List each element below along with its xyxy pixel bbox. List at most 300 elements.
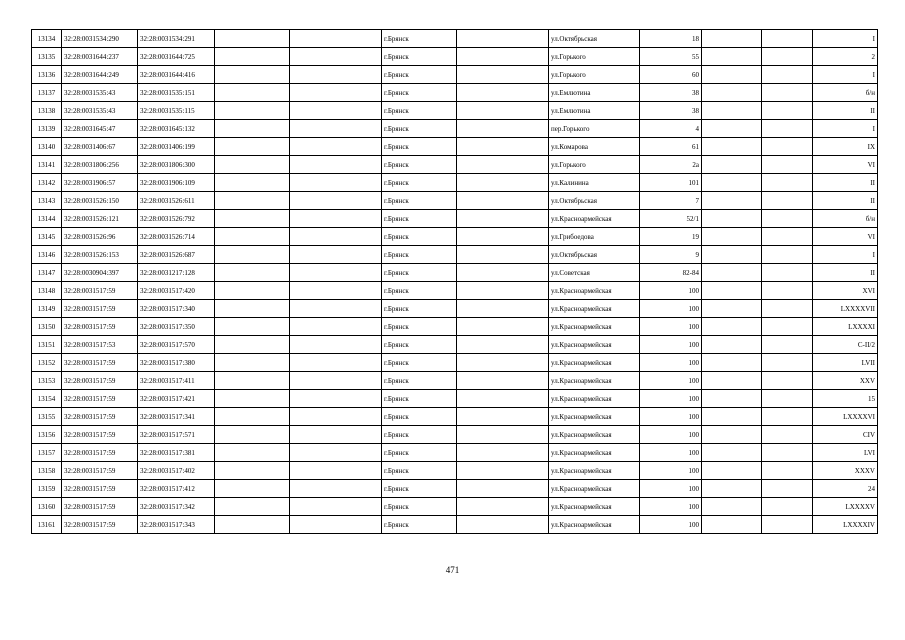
table-row: [32, 318, 878, 336]
parcel-cadastral-number-cell: 32:28:0031406:67: [62, 138, 138, 156]
house-number-cell: 9: [640, 246, 702, 264]
col-7-cell: [457, 210, 549, 228]
table-row: [32, 156, 878, 174]
house-number-cell: 100: [640, 516, 702, 534]
object-cadastral-number-cell: 32:28:0031806:300: [138, 156, 215, 174]
col-7-cell: [457, 174, 549, 192]
col-11-cell: [762, 318, 813, 336]
col-10-cell: [702, 300, 762, 318]
table-row: [32, 300, 878, 318]
street-cell: ул.Красноармейская: [549, 282, 640, 300]
parcel-cadastral-number-cell: 32:28:0031517:59: [62, 462, 138, 480]
house-number-cell: 60: [640, 66, 702, 84]
object-cadastral-number-cell: 32:28:0031517:411: [138, 372, 215, 390]
parcel-cadastral-number-cell: 32:28:0031644:249: [62, 66, 138, 84]
city-cell: г.Брянск: [382, 516, 457, 534]
col-10-cell: [702, 48, 762, 66]
city-cell: г.Брянск: [382, 156, 457, 174]
col-11-cell: [762, 48, 813, 66]
col-10-cell: [702, 30, 762, 48]
object-cadastral-number-cell: 32:28:0031217:128: [138, 264, 215, 282]
parcel-cadastral-number-cell: 32:28:0031517:59: [62, 390, 138, 408]
col-5-cell: [290, 516, 382, 534]
premises-number-cell: II: [813, 174, 878, 192]
parcel-cadastral-number-cell: 32:28:0030904:397: [62, 264, 138, 282]
premises-number-cell: LXXXXV: [813, 498, 878, 516]
street-cell: ул.Красноармейская: [549, 372, 640, 390]
city-cell: г.Брянск: [382, 210, 457, 228]
col-5-cell: [290, 246, 382, 264]
col-5-cell: [290, 408, 382, 426]
house-number-cell: 19: [640, 228, 702, 246]
col-5-cell: [290, 192, 382, 210]
street-cell: ул.Калинина: [549, 174, 640, 192]
premises-number-cell: I: [813, 66, 878, 84]
table-row: [32, 48, 878, 66]
row-number-cell: 13140: [32, 138, 62, 156]
street-cell: ул.Горького: [549, 66, 640, 84]
row-number-cell: 13135: [32, 48, 62, 66]
street-cell: ул.Советская: [549, 264, 640, 282]
col-5-cell: [290, 498, 382, 516]
house-number-cell: 82-84: [640, 264, 702, 282]
col-4-cell: [215, 48, 290, 66]
col-7-cell: [457, 84, 549, 102]
col-5-cell: [290, 66, 382, 84]
parcel-cadastral-number-cell: 32:28:0031534:290: [62, 30, 138, 48]
parcel-cadastral-number-cell: 32:28:0031517:59: [62, 372, 138, 390]
street-cell: ул.Красноармейская: [549, 408, 640, 426]
city-cell: г.Брянск: [382, 282, 457, 300]
city-cell: г.Брянск: [382, 228, 457, 246]
premises-number-cell: I: [813, 120, 878, 138]
row-number-cell: 13150: [32, 318, 62, 336]
object-cadastral-number-cell: 32:28:0031517:421: [138, 390, 215, 408]
city-cell: г.Брянск: [382, 174, 457, 192]
col-5-cell: [290, 444, 382, 462]
street-cell: ул.Красноармейская: [549, 300, 640, 318]
object-cadastral-number-cell: 32:28:0031406:199: [138, 138, 215, 156]
col-4-cell: [215, 246, 290, 264]
row-number-cell: 13159: [32, 480, 62, 498]
table-row: [32, 282, 878, 300]
col-4-cell: [215, 264, 290, 282]
house-number-cell: 38: [640, 84, 702, 102]
city-cell: г.Брянск: [382, 102, 457, 120]
col-11-cell: [762, 102, 813, 120]
house-number-cell: 2а: [640, 156, 702, 174]
col-7-cell: [457, 228, 549, 246]
object-cadastral-number-cell: 32:28:0031517:340: [138, 300, 215, 318]
col-4-cell: [215, 462, 290, 480]
col-4-cell: [215, 210, 290, 228]
object-cadastral-number-cell: 32:28:0031526:687: [138, 246, 215, 264]
col-5-cell: [290, 282, 382, 300]
street-cell: ул.Емлютина: [549, 102, 640, 120]
street-cell: ул.Красноармейская: [549, 462, 640, 480]
col-4-cell: [215, 102, 290, 120]
col-4-cell: [215, 174, 290, 192]
object-cadastral-number-cell: 32:28:0031906:109: [138, 174, 215, 192]
street-cell: ул.Горького: [549, 48, 640, 66]
col-4-cell: [215, 372, 290, 390]
object-cadastral-number-cell: 32:28:0031535:151: [138, 84, 215, 102]
premises-number-cell: XXV: [813, 372, 878, 390]
col-11-cell: [762, 462, 813, 480]
col-10-cell: [702, 408, 762, 426]
street-cell: ул.Красноармейская: [549, 480, 640, 498]
house-number-cell: 18: [640, 30, 702, 48]
object-cadastral-number-cell: 32:28:0031517:380: [138, 354, 215, 372]
col-7-cell: [457, 462, 549, 480]
col-4-cell: [215, 516, 290, 534]
table-row: [32, 30, 878, 48]
premises-number-cell: С-II/2: [813, 336, 878, 354]
col-5-cell: [290, 264, 382, 282]
parcel-cadastral-number-cell: 32:28:0031517:59: [62, 498, 138, 516]
col-7-cell: [457, 120, 549, 138]
object-cadastral-number-cell: 32:28:0031517:341: [138, 408, 215, 426]
col-5-cell: [290, 300, 382, 318]
premises-number-cell: II: [813, 192, 878, 210]
city-cell: г.Брянск: [382, 192, 457, 210]
table-row: [32, 516, 878, 534]
col-7-cell: [457, 426, 549, 444]
street-cell: ул.Октябрьская: [549, 192, 640, 210]
col-5-cell: [290, 30, 382, 48]
col-4-cell: [215, 300, 290, 318]
col-10-cell: [702, 120, 762, 138]
row-number-cell: 13147: [32, 264, 62, 282]
street-cell: ул.Горького: [549, 156, 640, 174]
house-number-cell: 100: [640, 498, 702, 516]
premises-number-cell: LXXXXVII: [813, 300, 878, 318]
object-cadastral-number-cell: 32:28:0031517:412: [138, 480, 215, 498]
premises-number-cell: CIV: [813, 426, 878, 444]
col-5-cell: [290, 318, 382, 336]
row-number-cell: 13161: [32, 516, 62, 534]
street-cell: ул.Красноармейская: [549, 426, 640, 444]
col-10-cell: [702, 354, 762, 372]
row-number-cell: 13153: [32, 372, 62, 390]
house-number-cell: 100: [640, 354, 702, 372]
col-7-cell: [457, 264, 549, 282]
parcel-cadastral-number-cell: 32:28:0031535:43: [62, 84, 138, 102]
object-cadastral-number-cell: 32:28:0031535:115: [138, 102, 215, 120]
table-row: [32, 210, 878, 228]
row-number-cell: 13151: [32, 336, 62, 354]
col-7-cell: [457, 192, 549, 210]
house-number-cell: 100: [640, 426, 702, 444]
house-number-cell: 52/1: [640, 210, 702, 228]
parcel-cadastral-number-cell: 32:28:0031517:53: [62, 336, 138, 354]
row-number-cell: 13157: [32, 444, 62, 462]
city-cell: г.Брянск: [382, 480, 457, 498]
house-number-cell: 100: [640, 372, 702, 390]
row-number-cell: 13138: [32, 102, 62, 120]
house-number-cell: 100: [640, 480, 702, 498]
col-5-cell: [290, 426, 382, 444]
table-row: [32, 174, 878, 192]
col-4-cell: [215, 84, 290, 102]
object-cadastral-number-cell: 32:28:0031517:342: [138, 498, 215, 516]
col-7-cell: [457, 30, 549, 48]
table-row: [32, 102, 878, 120]
col-11-cell: [762, 390, 813, 408]
row-number-cell: 13145: [32, 228, 62, 246]
row-number-cell: 13136: [32, 66, 62, 84]
city-cell: г.Брянск: [382, 426, 457, 444]
col-10-cell: [702, 390, 762, 408]
parcel-cadastral-number-cell: 32:28:0031517:59: [62, 318, 138, 336]
col-4-cell: [215, 138, 290, 156]
table-row: [32, 372, 878, 390]
col-11-cell: [762, 138, 813, 156]
table-row: [32, 246, 878, 264]
object-cadastral-number-cell: 32:28:0031526:792: [138, 210, 215, 228]
object-cadastral-number-cell: 32:28:0031517:571: [138, 426, 215, 444]
col-10-cell: [702, 102, 762, 120]
row-number-cell: 13148: [32, 282, 62, 300]
col-11-cell: [762, 120, 813, 138]
registry-table: [31, 29, 878, 534]
city-cell: г.Брянск: [382, 66, 457, 84]
parcel-cadastral-number-cell: 32:28:0031517:59: [62, 300, 138, 318]
col-10-cell: [702, 264, 762, 282]
premises-number-cell: II: [813, 102, 878, 120]
house-number-cell: 100: [640, 282, 702, 300]
house-number-cell: 100: [640, 444, 702, 462]
col-11-cell: [762, 516, 813, 534]
col-10-cell: [702, 228, 762, 246]
col-10-cell: [702, 480, 762, 498]
table-row: [32, 264, 878, 282]
street-cell: ул.Грибоедова: [549, 228, 640, 246]
col-10-cell: [702, 246, 762, 264]
table-row: [32, 120, 878, 138]
premises-number-cell: II: [813, 264, 878, 282]
object-cadastral-number-cell: 32:28:0031526:611: [138, 192, 215, 210]
street-cell: ул.Красноармейская: [549, 516, 640, 534]
parcel-cadastral-number-cell: 32:28:0031517:59: [62, 516, 138, 534]
col-10-cell: [702, 210, 762, 228]
col-4-cell: [215, 228, 290, 246]
street-cell: ул.Октябрьская: [549, 246, 640, 264]
city-cell: г.Брянск: [382, 462, 457, 480]
premises-number-cell: LXXXXI: [813, 318, 878, 336]
col-4-cell: [215, 282, 290, 300]
col-7-cell: [457, 354, 549, 372]
col-10-cell: [702, 462, 762, 480]
col-5-cell: [290, 120, 382, 138]
col-10-cell: [702, 192, 762, 210]
parcel-cadastral-number-cell: 32:28:0031517:59: [62, 354, 138, 372]
col-7-cell: [457, 516, 549, 534]
city-cell: г.Брянск: [382, 354, 457, 372]
object-cadastral-number-cell: 32:28:0031645:132: [138, 120, 215, 138]
col-10-cell: [702, 516, 762, 534]
house-number-cell: 100: [640, 336, 702, 354]
col-11-cell: [762, 300, 813, 318]
table-row: [32, 192, 878, 210]
house-number-cell: 101: [640, 174, 702, 192]
col-5-cell: [290, 48, 382, 66]
city-cell: г.Брянск: [382, 444, 457, 462]
street-cell: ул.Красноармейская: [549, 444, 640, 462]
row-number-cell: 13144: [32, 210, 62, 228]
parcel-cadastral-number-cell: 32:28:0031644:237: [62, 48, 138, 66]
city-cell: г.Брянск: [382, 48, 457, 66]
parcel-cadastral-number-cell: 32:28:0031517:59: [62, 426, 138, 444]
street-cell: пер.Горького: [549, 120, 640, 138]
table-row: [32, 408, 878, 426]
premises-number-cell: 2: [813, 48, 878, 66]
premises-number-cell: LVII: [813, 354, 878, 372]
col-10-cell: [702, 444, 762, 462]
premises-number-cell: XVI: [813, 282, 878, 300]
col-4-cell: [215, 120, 290, 138]
row-number-cell: 13137: [32, 84, 62, 102]
house-number-cell: 100: [640, 462, 702, 480]
object-cadastral-number-cell: 32:28:0031517:350: [138, 318, 215, 336]
street-cell: ул.Емлютина: [549, 84, 640, 102]
parcel-cadastral-number-cell: 32:28:0031526:153: [62, 246, 138, 264]
city-cell: г.Брянск: [382, 300, 457, 318]
col-4-cell: [215, 336, 290, 354]
row-number-cell: 13139: [32, 120, 62, 138]
col-11-cell: [762, 282, 813, 300]
table-row: [32, 228, 878, 246]
table-row: [32, 66, 878, 84]
col-10-cell: [702, 138, 762, 156]
col-10-cell: [702, 426, 762, 444]
object-cadastral-number-cell: 32:28:0031517:570: [138, 336, 215, 354]
premises-number-cell: VI: [813, 228, 878, 246]
col-11-cell: [762, 498, 813, 516]
col-7-cell: [457, 282, 549, 300]
col-7-cell: [457, 66, 549, 84]
premises-number-cell: IX: [813, 138, 878, 156]
parcel-cadastral-number-cell: 32:28:0031517:59: [62, 408, 138, 426]
col-4-cell: [215, 192, 290, 210]
city-cell: г.Брянск: [382, 264, 457, 282]
city-cell: г.Брянск: [382, 318, 457, 336]
house-number-cell: 100: [640, 300, 702, 318]
street-cell: ул.Красноармейская: [549, 336, 640, 354]
col-5-cell: [290, 210, 382, 228]
house-number-cell: 38: [640, 102, 702, 120]
col-5-cell: [290, 138, 382, 156]
col-10-cell: [702, 84, 762, 102]
row-number-cell: 13160: [32, 498, 62, 516]
object-cadastral-number-cell: 32:28:0031517:402: [138, 462, 215, 480]
table-row: [32, 462, 878, 480]
premises-number-cell: б/н: [813, 84, 878, 102]
object-cadastral-number-cell: 32:28:0031517:420: [138, 282, 215, 300]
col-4-cell: [215, 390, 290, 408]
row-number-cell: 13146: [32, 246, 62, 264]
parcel-cadastral-number-cell: 32:28:0031535:43: [62, 102, 138, 120]
house-number-cell: 55: [640, 48, 702, 66]
house-number-cell: 7: [640, 192, 702, 210]
object-cadastral-number-cell: 32:28:0031644:416: [138, 66, 215, 84]
col-4-cell: [215, 30, 290, 48]
object-cadastral-number-cell: 32:28:0031526:714: [138, 228, 215, 246]
col-11-cell: [762, 84, 813, 102]
table-row: [32, 390, 878, 408]
col-11-cell: [762, 426, 813, 444]
house-number-cell: 61: [640, 138, 702, 156]
parcel-cadastral-number-cell: 32:28:0031906:57: [62, 174, 138, 192]
street-cell: ул.Красноармейская: [549, 498, 640, 516]
col-5-cell: [290, 102, 382, 120]
col-5-cell: [290, 84, 382, 102]
table-row: [32, 444, 878, 462]
col-10-cell: [702, 498, 762, 516]
col-4-cell: [215, 498, 290, 516]
col-10-cell: [702, 282, 762, 300]
col-10-cell: [702, 336, 762, 354]
street-cell: ул.Красноармейская: [549, 210, 640, 228]
col-7-cell: [457, 336, 549, 354]
street-cell: ул.Красноармейская: [549, 390, 640, 408]
col-7-cell: [457, 102, 549, 120]
object-cadastral-number-cell: 32:28:0031644:725: [138, 48, 215, 66]
street-cell: ул.Комарова: [549, 138, 640, 156]
house-number-cell: 100: [640, 390, 702, 408]
col-11-cell: [762, 30, 813, 48]
row-number-cell: 13155: [32, 408, 62, 426]
city-cell: г.Брянск: [382, 138, 457, 156]
object-cadastral-number-cell: 32:28:0031517:343: [138, 516, 215, 534]
city-cell: г.Брянск: [382, 84, 457, 102]
col-11-cell: [762, 210, 813, 228]
col-11-cell: [762, 444, 813, 462]
page-number: 471: [445, 565, 460, 575]
col-11-cell: [762, 66, 813, 84]
col-11-cell: [762, 174, 813, 192]
col-4-cell: [215, 318, 290, 336]
col-5-cell: [290, 480, 382, 498]
premises-number-cell: LXXXXVI: [813, 408, 878, 426]
street-cell: ул.Красноармейская: [549, 354, 640, 372]
parcel-cadastral-number-cell: 32:28:0031517:59: [62, 282, 138, 300]
col-11-cell: [762, 372, 813, 390]
table-row: [32, 480, 878, 498]
col-7-cell: [457, 318, 549, 336]
col-10-cell: [702, 156, 762, 174]
premises-number-cell: б/н: [813, 210, 878, 228]
city-cell: г.Брянск: [382, 30, 457, 48]
col-11-cell: [762, 192, 813, 210]
col-4-cell: [215, 354, 290, 372]
col-7-cell: [457, 246, 549, 264]
col-11-cell: [762, 228, 813, 246]
col-5-cell: [290, 390, 382, 408]
col-7-cell: [457, 138, 549, 156]
parcel-cadastral-number-cell: 32:28:0031517:59: [62, 444, 138, 462]
city-cell: г.Брянск: [382, 336, 457, 354]
col-11-cell: [762, 354, 813, 372]
col-7-cell: [457, 498, 549, 516]
table-row: [32, 498, 878, 516]
row-number-cell: 13156: [32, 426, 62, 444]
row-number-cell: 13134: [32, 30, 62, 48]
col-5-cell: [290, 372, 382, 390]
city-cell: г.Брянск: [382, 120, 457, 138]
col-5-cell: [290, 174, 382, 192]
col-4-cell: [215, 66, 290, 84]
